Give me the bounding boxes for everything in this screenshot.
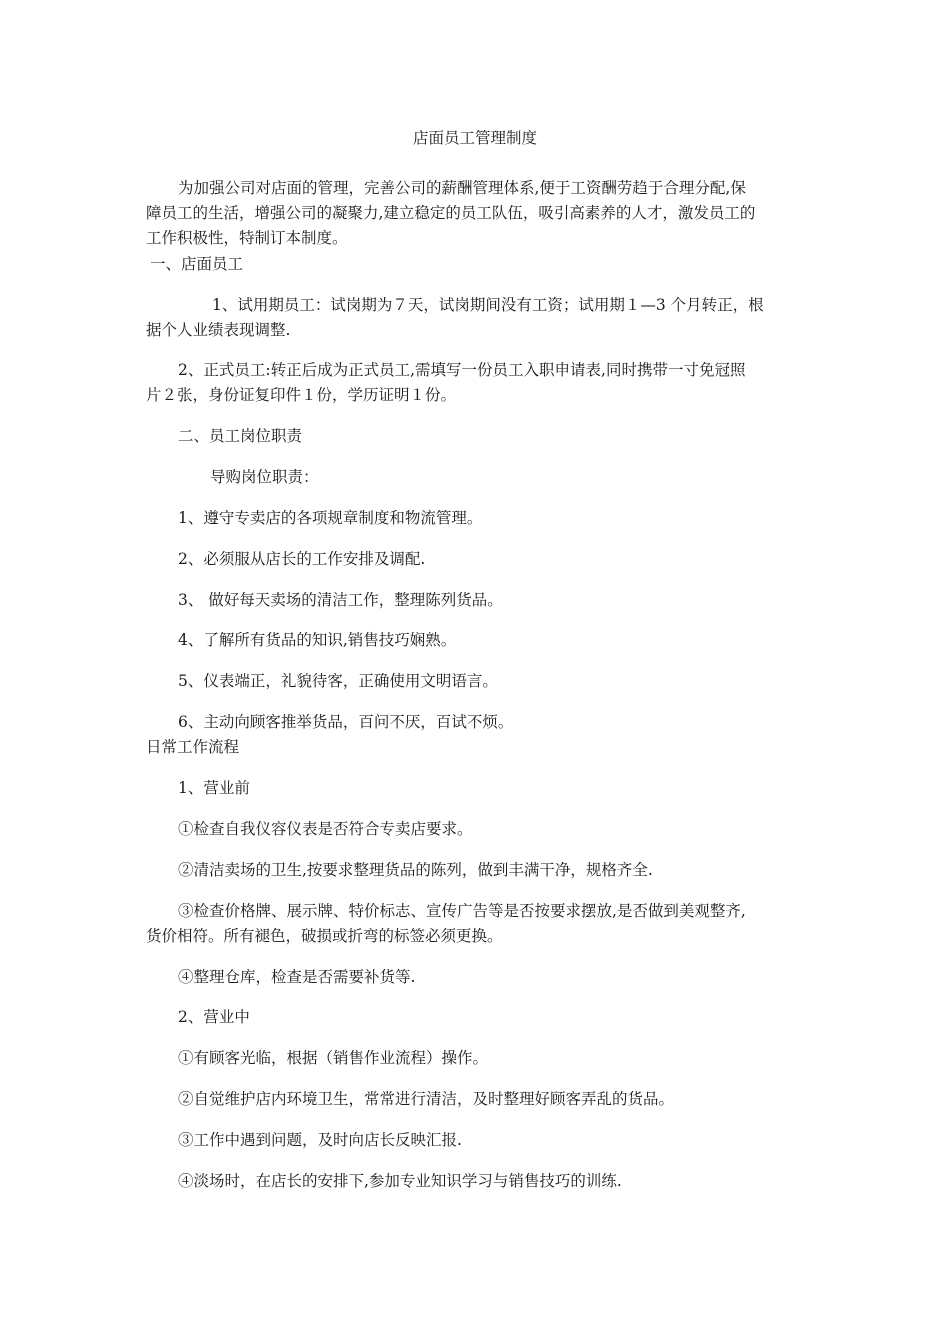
trial-employee-line: 1、试用期员工：试岗期为７天，试岗期间没有工资；试用期１—3 个月转正，根 bbox=[212, 296, 764, 314]
duty-item: 6、主动向顾客推举货品，百问不厌，百试不烦。 bbox=[178, 713, 514, 731]
workflow-during-item: ③工作中遇到问题，及时向店长反映汇报. bbox=[178, 1131, 462, 1149]
workflow-during-item: ②自觉维护店内环境卫生，常常进行清洁，及时整理好顾客弄乱的货品。 bbox=[178, 1090, 675, 1108]
workflow-before-item: ②清洁卖场的卫生,按要求整理货品的陈列，做到丰满干净，规格齐全. bbox=[178, 861, 653, 879]
workflow-before-item: ③检查价格牌、展示牌、特价标志、宣传广告等是否按要求摆放,是否做到美观整齐, bbox=[178, 902, 746, 920]
workflow-before-item: ④整理仓库，检查是否需要补货等. bbox=[178, 968, 416, 986]
intro-paragraph-line: 障员工的生活，增强公司的凝聚力,建立稳定的员工队伍，吸引高素养的人才，激发员工的 bbox=[146, 204, 756, 222]
workflow-during-item: ①有顾客光临，根据（销售作业流程）操作。 bbox=[178, 1049, 489, 1067]
duty-item: 3、 做好每天卖场的清洁工作，整理陈列货品。 bbox=[178, 591, 503, 609]
section-heading-job-duties: 二、员工岗位职责 bbox=[178, 427, 303, 445]
formal-employee-line: 2、正式员工:转正后成为正式员工,需填写一份员工入职申请表,同时携带一寸免冠照 bbox=[178, 361, 746, 379]
section-heading-store-staff: 一、店面员工 bbox=[150, 255, 244, 273]
duty-item: 5、仪表端正，礼貌待客，正确使用文明语言。 bbox=[178, 672, 498, 690]
duty-item: 1、遵守专卖店的各项规章制度和物流管理。 bbox=[178, 509, 483, 527]
intro-paragraph-line: 为加强公司对店面的管理，完善公司的薪酬管理体系,便于工资酬劳趋于合理分配,保 bbox=[178, 179, 746, 197]
workflow-before-item: ①检查自我仪容仪表是否符合专卖店要求。 bbox=[178, 820, 473, 838]
workflow-during-item: ④淡场时，在店长的安排下,参加专业知识学习与销售技巧的训练. bbox=[178, 1172, 622, 1190]
duty-item: 2、必须服从店长的工作安排及调配. bbox=[178, 550, 426, 568]
formal-employee-line: 片２张，身份证复印件１份，学历证明１份。 bbox=[146, 386, 457, 404]
intro-paragraph-line: 工作积极性，特制订本制度。 bbox=[146, 229, 348, 247]
workflow-before-heading: 1、营业前 bbox=[178, 779, 250, 797]
duty-item: 4、了解所有货品的知识,销售技巧娴熟。 bbox=[178, 631, 457, 649]
section-heading-daily-workflow: 日常工作流程 bbox=[146, 738, 240, 756]
workflow-during-heading: 2、营业中 bbox=[178, 1008, 250, 1026]
document-title: 店面员工管理制度 bbox=[412, 129, 537, 147]
trial-employee-line: 据个人业绩表现调整. bbox=[146, 321, 291, 339]
subheading-guide-duties: 导购岗位职责： bbox=[210, 468, 319, 486]
workflow-before-item: 货价相符。所有褪色，破损或折弯的标签必须更换。 bbox=[146, 927, 503, 945]
